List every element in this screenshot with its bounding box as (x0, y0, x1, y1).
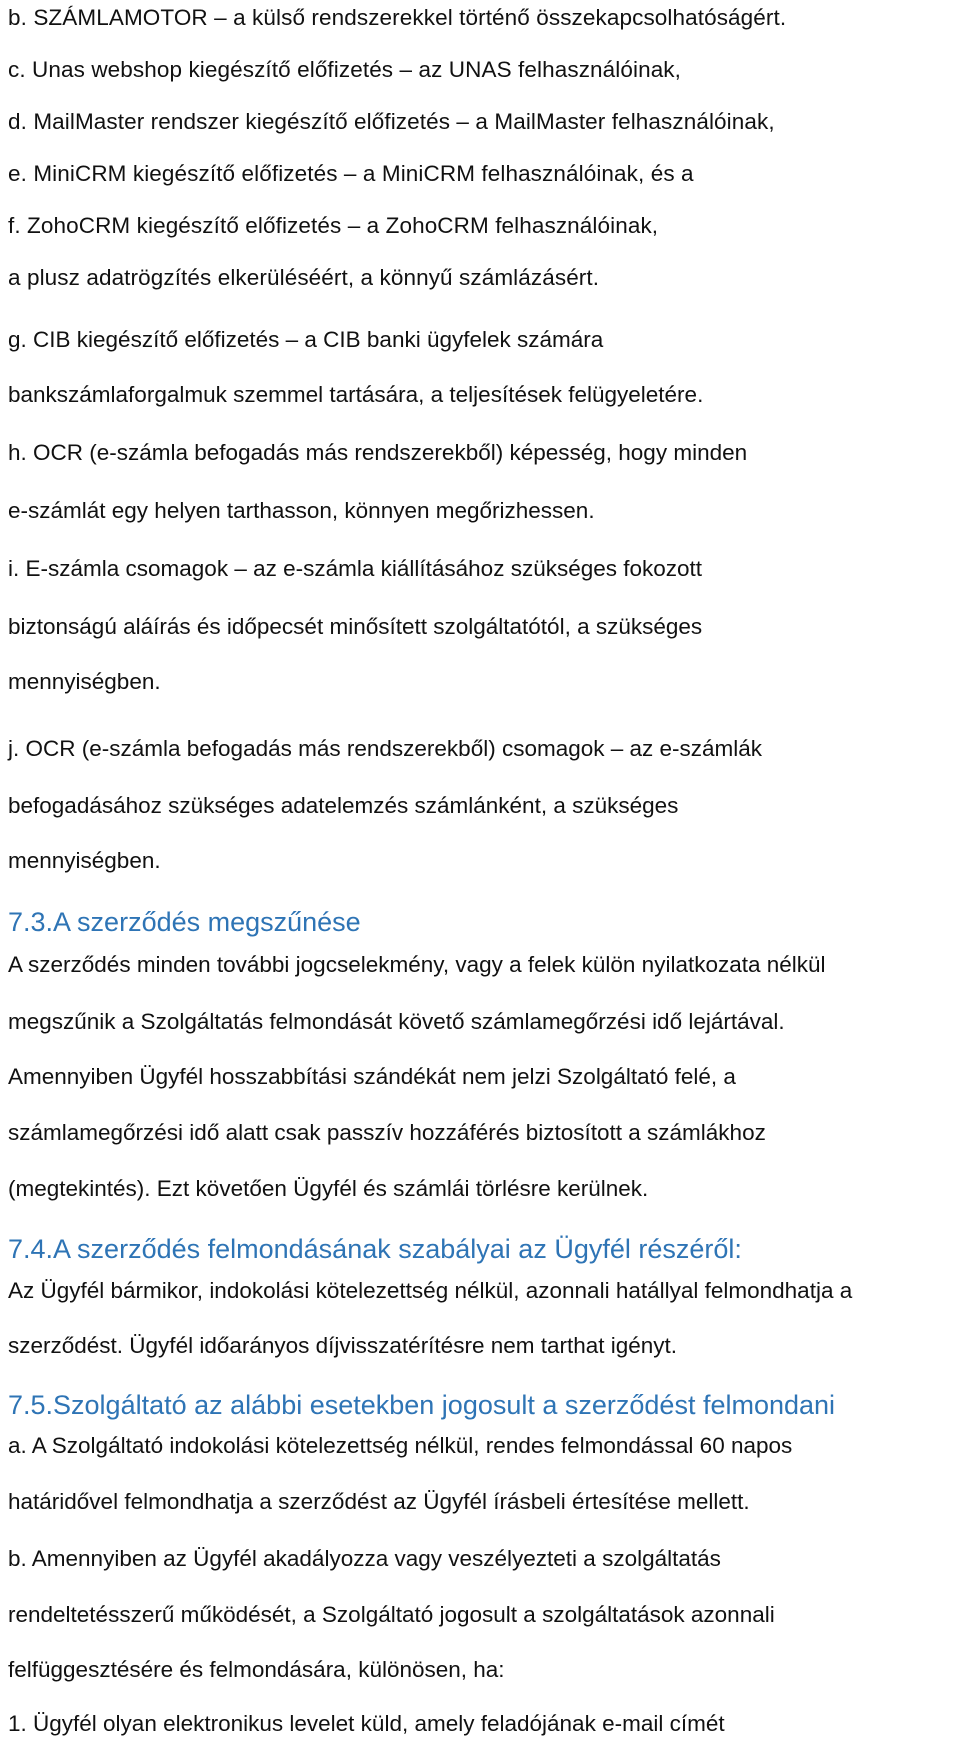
list-item-g-line1: g. CIB kiegészítő előfizetés – a CIB banki ügyfelek számára (8, 327, 604, 352)
section-7-3-paragraph2-line3: (megtekintés). Ezt követően Ügyfél és számlái törlésre kerülnek. (8, 1176, 649, 1201)
list-item-j-line2: befogadásához szükséges adatelemzés számlánként, a szükséges (8, 793, 679, 818)
list-item-f-line1: f. ZohoCRM kiegészítő előfizetés – a ZohoCRM felhasználóinak, (8, 213, 659, 238)
list-item-i-line3: mennyiségben. (8, 669, 161, 694)
list-item-j-line1: j. OCR (e-számla befogadás más rendszerekből) csomagok – az e-számlák (8, 736, 763, 761)
list-item-h-line2: e-számlát egy helyen tarthasson, könnyen megőrizhessen. (8, 498, 595, 523)
section-7-3-paragraph2-line2: számlamegőrzési idő alatt csak passzív hozzáférés biztosított a számlákhoz (8, 1120, 766, 1145)
section-heading-7-3: 7.3.A szerződés megszűnése (8, 907, 361, 937)
section-7-3-paragraph1-line1: A szerződés minden további jogcselekmény, vagy a felek külön nyilatkozata nélkül (8, 952, 826, 977)
section-7-4-paragraph1-line2: szerződést. Ügyfél időarányos díjvisszatérítésre nem tarthat igényt. (8, 1333, 678, 1358)
list-item-c: c. Unas webshop kiegészítő előfizetés – az UNAS felhasználóinak, (8, 57, 682, 82)
section-7-5-item-b-line3: felfüggesztésére és felmondására, különösen, ha: (8, 1657, 505, 1682)
section-7-5-item-a-line1: a. A Szolgáltató indokolási kötelezettség nélkül, rendes felmondással 60 napos (8, 1433, 793, 1458)
list-item-j-line3: mennyiségben. (8, 848, 161, 873)
section-7-3-paragraph2-line1: Amennyiben Ügyfél hosszabbítási szándékát nem jelzi Szolgáltató felé, a (8, 1064, 736, 1089)
section-heading-7-5: 7.5.Szolgáltató az alábbi esetekben jogosult a szerződést felmondani (8, 1390, 836, 1420)
section-7-5-item-1: 1. Ügyfél olyan elektronikus levelet küld, amely feladójának e-mail címét (8, 1711, 725, 1736)
list-item-e: e. MiniCRM kiegészítő előfizetés – a MiniCRM felhasználóinak, és a (8, 161, 694, 186)
section-7-3-paragraph1-line2: megszűnik a Szolgáltatás felmondását követő számlamegőrzési idő lejártával. (8, 1009, 785, 1034)
list-item-h-line1: h. OCR (e-számla befogadás más rendszerekből) képesség, hogy minden (8, 440, 748, 465)
list-item-b: b. SZÁMLAMOTOR – a külső rendszerekkel történő összekapcsolhatóságért. (8, 5, 787, 30)
section-7-5-item-a-line2: határidővel felmondhatja a szerződést az Ügyfél írásbeli értesítése mellett. (8, 1489, 750, 1514)
section-7-5-item-b-line1: b. Amennyiben az Ügyfél akadályozza vagy veszélyezteti a szolgáltatás (8, 1546, 721, 1571)
list-item-d: d. MailMaster rendszer kiegészítő előfizetés – a MailMaster felhasználóinak, (8, 109, 775, 134)
section-7-5-item-b-line2: rendeltetésszerű működését, a Szolgáltató jogosult a szolgáltatások azonnali (8, 1602, 775, 1627)
list-item-i-line1: i. E-számla csomagok – az e-számla kiállításához szükséges fokozott (8, 556, 703, 581)
section-heading-7-4: 7.4.A szerződés felmondásának szabályai az Ügyfél részéről: (8, 1234, 742, 1264)
section-7-4-paragraph1-line1: Az Ügyfél bármikor, indokolási kötelezettség nélkül, azonnali hatállyal felmondhatja a (8, 1278, 853, 1303)
list-item-f-line2: a plusz adatrögzítés elkerüléséért, a könnyű számlázásért. (8, 265, 600, 290)
list-item-i-line2: biztonságú aláírás és időpecsét minősített szolgáltatótól, a szükséges (8, 614, 703, 639)
list-item-g-line2: bankszámlaforgalmuk szemmel tartására, a teljesítések felügyeletére. (8, 382, 704, 407)
